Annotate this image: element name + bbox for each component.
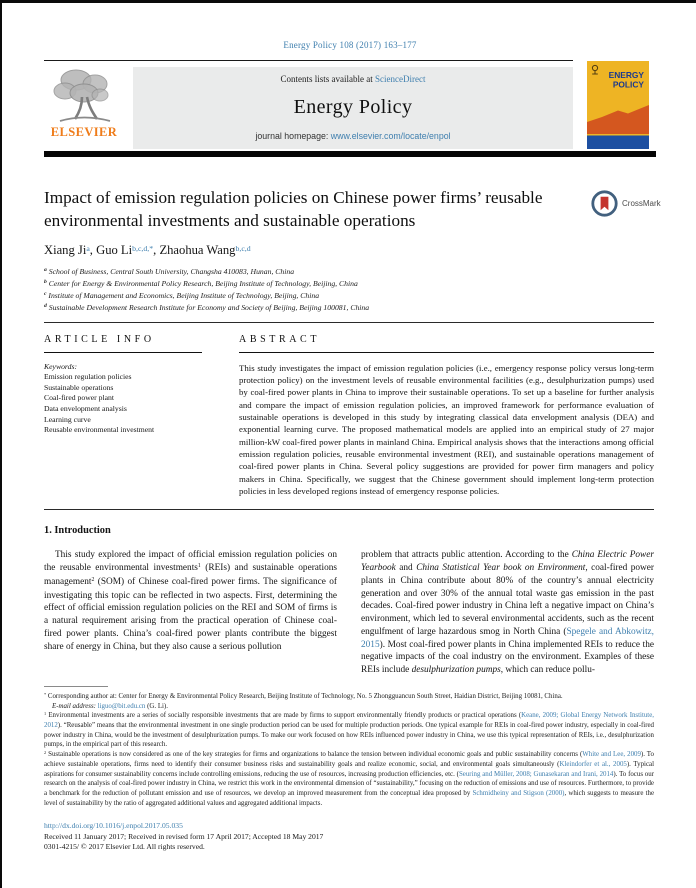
body-text: , which can reduce pollu- — [500, 665, 595, 676]
citation-link[interactable]: Keane, 2009; Global Energy Network Institute, 2012 — [44, 712, 654, 730]
article-info-column — [44, 334, 224, 498]
asterisk-marker: * — [44, 691, 47, 697]
footnote-marker: 2 — [44, 750, 47, 755]
author-affil-ref[interactable]: b,c,d,* — [132, 243, 154, 253]
footnote-text: , which suggests to measure the level of sustainability by the ratio of aggregated additional values and aggregated additional impacts. — [44, 789, 655, 807]
article-footer — [44, 821, 654, 852]
homepage-line — [139, 131, 567, 141]
abstract-heading: ABSTRACT — [239, 333, 321, 345]
contents-prefix: Contents lists available at — [280, 74, 375, 84]
affiliation — [44, 267, 654, 279]
copyright-line: 0301-4215/ © 2017 Elsevier Ltd. All rights reserved. — [44, 841, 205, 851]
affiliation — [44, 291, 654, 303]
footnote-ref-2[interactable]: 2 — [91, 577, 95, 584]
author-affil-ref[interactable]: a — [86, 243, 90, 253]
heading-underline — [239, 352, 654, 353]
abstract-column — [239, 334, 654, 498]
footnotes-section — [44, 686, 654, 808]
journal-banner — [133, 67, 573, 149]
affiliation — [44, 279, 654, 291]
cover-title-line1: ENERGY — [608, 70, 644, 80]
author — [44, 243, 90, 257]
keyword: Reusable environmental investment — [44, 425, 155, 435]
citation-link[interactable]: Seuring and Müller, 2008; Gunasekaran and Irani, 2014 — [458, 770, 614, 778]
journal-cover-thumbnail[interactable] — [587, 61, 649, 149]
citation-link[interactable]: Kleindorfer et al., 2005 — [559, 760, 627, 768]
footnote-marker: 1 — [44, 711, 47, 717]
book-title: China Statistical Year book on Environment — [416, 563, 586, 574]
author-separator: , — [89, 243, 97, 257]
footnote-divider — [44, 686, 108, 687]
affiliation-label: b — [44, 279, 47, 286]
article-info-heading: ARTICLE INFO — [44, 333, 155, 345]
author — [96, 243, 153, 257]
footnote-ref-1[interactable]: 1 — [197, 563, 201, 570]
elsevier-tree-icon — [46, 67, 122, 127]
journal-header — [44, 60, 573, 149]
affiliation-text: Sustainable Development Research Institute for Economy and Society of Beijing, Beijing 100081, China — [46, 302, 370, 312]
email-link[interactable]: liguo@bit.edu.cn — [97, 702, 146, 710]
elsevier-logo[interactable] — [44, 67, 124, 149]
keyword: Learning curve — [44, 414, 91, 424]
doi-link[interactable]: http://dx.doi.org/10.1016/j.enpol.2017.05.035 — [44, 821, 183, 831]
citation-link[interactable]: Schmidheiny and Stigson (2000) — [472, 789, 565, 797]
affiliation-text: Center for Energy & Environmental Policy Research, Beijing Institute of Technology, Beijing, China — [46, 278, 358, 288]
footnote-text: Sustainable operations is now considered as one of the key strategies for firms and organizations to balance the tension between individual economic goals and public sustainability concerns ( — [46, 751, 583, 759]
body-text: and — [395, 563, 417, 574]
affiliation-text: School of Business, Central South University, Changsha 410083, Hunan, China — [46, 267, 295, 276]
journal-citation: Energy Policy 108 (2017) 163–177 — [283, 40, 417, 50]
citation-link[interactable]: White and Lee, 2009 — [582, 751, 641, 759]
crossmark-badge[interactable] — [591, 190, 661, 217]
intro-right-column — [361, 549, 654, 677]
affiliation-label: a — [44, 267, 47, 274]
author — [159, 243, 250, 257]
crossmark-label: CrossMark — [622, 199, 661, 208]
keyword: Emission regulation policies — [44, 372, 132, 382]
footnote-text: ). To focus our research on the analysis of coal-fired power industry in China, we restrict this work in the environmental dimension of “sustainability,” focusing on the reduction of emissions and use of resources. Furthermore, to provide a benchmark for the reduction of pollutant emission and use of resources, we develop an improved measurement from the conceptual idea proposed by — [44, 770, 654, 797]
emphasized-term: desulphurization pumps — [411, 665, 501, 676]
author-affil-ref[interactable]: b,c,d — [235, 243, 251, 253]
author-name: Xiang Ji — [44, 243, 87, 257]
body-text: (SOM) of Chinese coal-fired power firms. The significance of investigating this topic can be reflected in two aspects. First, determining the effect of official emission regulation policies on the REI and SOM of firms is a natural requirement arising from the practical operation of Chinese coal-fired power plants. China’s coal-fired power plants contribute the biggest share of energy in China, but they also cause a serious pollution — [44, 576, 337, 652]
body-text: problem that attracts public attention. According to the — [361, 550, 572, 561]
affiliation — [44, 303, 654, 315]
keyword: Sustainable operations — [44, 382, 114, 392]
footnote-text: ). To achieve sustainable operations, firms need to identify their consumer business risks and sustainability goals and realize economic, social, and environmental goals simultaneously ( — [44, 751, 654, 768]
body-text: , coal-fired power plants in China contribute about 80% of the country’s annual electricity generation and over 30% of the annual total waste gas emission in the past decades. Coal-fired power industry in China left a negative impact on China’s environment, which led to several environmental accidents, such as the recent engulfment of large hazardous smog in North China ( — [361, 563, 654, 637]
body-text: This study explored the impact of official emission regulation policies on the reusable environmental investments — [44, 550, 337, 574]
cover-title-line2: POLICY — [612, 79, 644, 90]
footnote-1 — [44, 711, 654, 750]
affiliation-label: d — [44, 302, 47, 309]
homepage-link[interactable]: www.elsevier.com/locate/enpol — [330, 131, 451, 141]
affiliation-text: Institute of Management and Economics, Beijing Institute of Technology, Beijing, China — [46, 290, 320, 300]
footnote-text: ). Typical aspirations for consumer sustainability concerns include controlling emissions, reducing the use of resources, increasing production efficiencies, etc. ( — [44, 760, 654, 778]
contents-line — [139, 74, 567, 84]
footnote-text: Environmental investments are a series of socially responsible investments that are made by firms to support environmentally friendly products or practical operations ( — [46, 712, 522, 720]
introduction-heading: 1. Introduction — [44, 525, 111, 537]
affiliation-label: c — [44, 291, 47, 298]
introduction-section — [44, 510, 654, 677]
corresponding-author-note — [44, 692, 654, 702]
intro-left-column — [44, 549, 337, 677]
affiliation-list — [44, 267, 654, 315]
email-suffix: (G. Li). — [145, 702, 168, 710]
body-text: ). Most coal-fired power plants in China implemented REIs to reduce the negative impacts of the coal industry on the environment. Examples of these REIs include — [361, 639, 654, 676]
keywords-label: Keywords: — [44, 361, 78, 371]
book-title: China Electric Power Yearbook — [361, 550, 654, 574]
journal-title: Energy Policy — [293, 96, 413, 118]
info-abstract-section — [44, 323, 654, 511]
footnote-text: Corresponding author at: Center for Energy & Environmental Policy Research, Beijing Institute of Technology, No. 5 Zhongguancun South Street, Haidian District, Beijing 10081, China. — [46, 692, 563, 700]
heading-underline — [44, 352, 202, 353]
two-column-body — [44, 549, 654, 677]
email-note — [52, 702, 654, 712]
received-dates: Received 11 January 2017; Received in revised form 17 April 2017; Accepted 18 May 2017 — [44, 831, 324, 841]
abstract-text: This study investigates the impact of emission regulation policies (i.e., emergency response policy versus long-term protection policy) on the investment levels of reusable environmental facilities (e.g., desulphurization pumps) used by coal-fired power plants in China to improve their sustainable operations. To set up a baseline for further analysis and compare the impact of emission regulation policies, an improved framework for performance evaluation of sustainable operations is developed in this study by integrating classical data envelopment analysis (DEA) and exponential learning curve. The proposed mathematical models are applied into an empirical study of 27 major million-kW coal-fired power plants in mainland China. Empirical analysis shows that the interactions among official emission regulation policies, reusable environmental investment (REI), and sustainable operations management of coal-fired power plants in China. Several policy suggestions are provided for power firm managers and policy makers in China. Specifically, we suggest that the Chinese government should implement long-term protection policies in less developed regions instead of emergency response policies. — [239, 362, 654, 497]
author-name: Zhaohua Wang — [159, 243, 236, 257]
keyword: Data envelopment analysis — [44, 404, 127, 413]
header-divider-bar — [44, 151, 656, 157]
journal-cover-art — [587, 61, 649, 149]
footnote-2 — [44, 750, 654, 808]
sciencedirect-link[interactable]: ScienceDirect — [375, 74, 426, 84]
author-name: Guo Li — [96, 243, 133, 257]
email-label: E-mail address: — [52, 702, 98, 710]
elsevier-wordmark: ELSEVIER — [50, 125, 118, 139]
keyword: Coal-fired power plant — [44, 393, 115, 403]
crossmark-icon — [591, 190, 618, 217]
article-title: Impact of emission regulation policies on Chinese power firms’ reusable environmental investments and sustainable operations — [44, 188, 543, 230]
body-text: (REIs) and sustainable operations management — [44, 563, 337, 587]
homepage-prefix: journal homepage: — [255, 131, 331, 141]
footnote-text: ). “Reusable” means that the environmental investment in one single production period can be used for multiple production periods. One typical example for REIs in coal-fired power industry, especially in coal-fired power industry in China, would be the investment of desulphurization pumps. To make our work focused on how REIs influenced power industry in China, we use this typical representation of REIs, i.e., desulphurization pumps, in the empirical part of this research. — [44, 722, 654, 749]
author-list — [44, 243, 654, 258]
citation-link[interactable]: Spegele and Abkowitz, 2015 — [361, 626, 654, 650]
author-separator: , — [153, 243, 160, 257]
